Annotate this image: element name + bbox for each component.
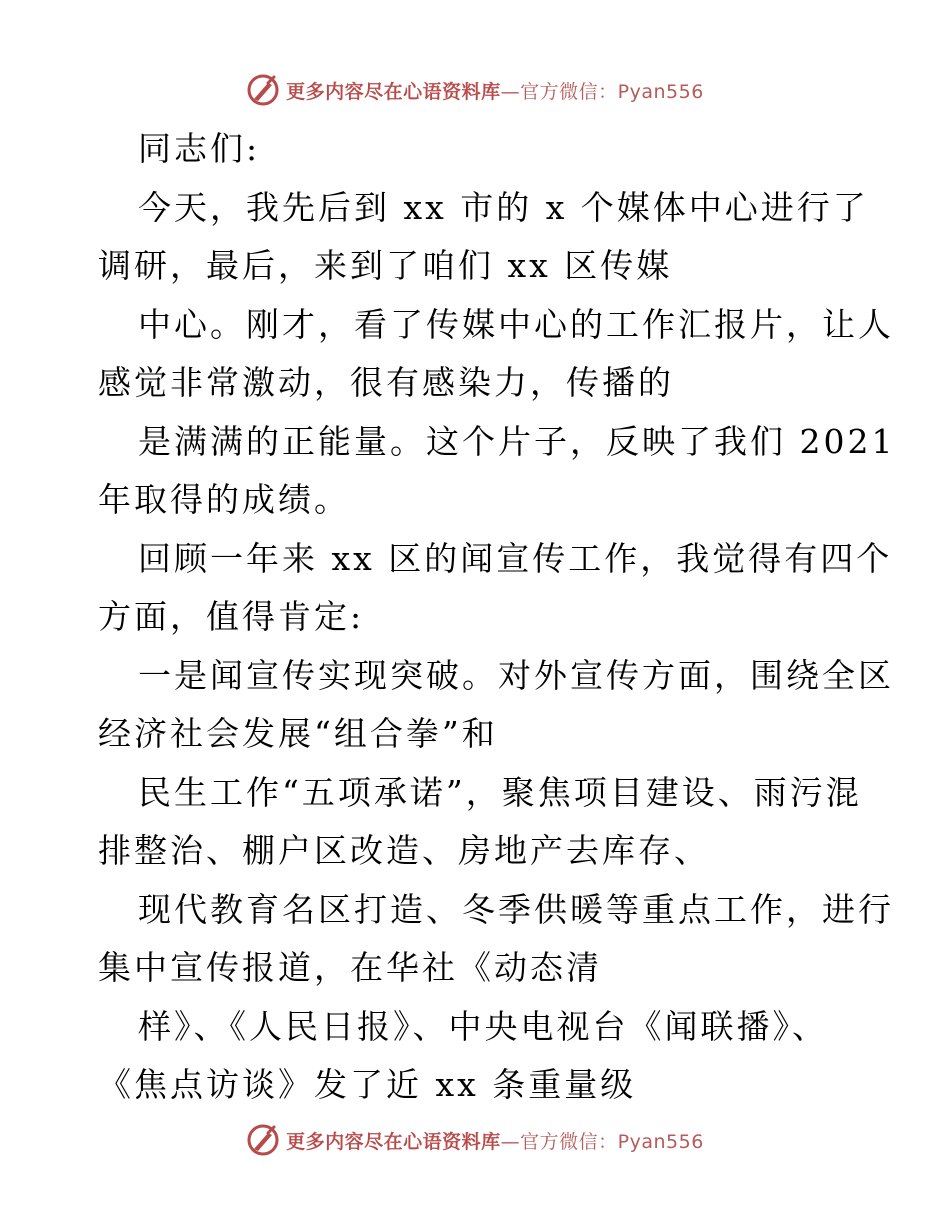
- paragraph-line: 《焦点访谈》发了近 xx 条重量级: [98, 1065, 637, 1104]
- paragraph-line: 样》、《人民日报》、中央电视台《闻联播》、: [138, 1006, 828, 1046]
- paragraph-line: 经济社会发展“组合拳”和: [98, 714, 498, 753]
- document-body: [98, 120, 896, 1115]
- watermark-text: [286, 1127, 704, 1154]
- header-watermark: [0, 70, 950, 110]
- watermark-sub: —官方微信：Pyan556: [500, 1130, 704, 1153]
- paragraph-line: 集中宣传报道，在华社《动态清: [98, 948, 602, 987]
- paragraph-line: 中心。刚才，看了传媒中心的工作汇报片，让人: [138, 304, 894, 344]
- paragraph-line: 现代教育名区打造、冬季供暖等重点工作，进行: [138, 889, 894, 929]
- watermark-sub: —官方微信：Pyan556: [500, 80, 704, 103]
- paragraph-line: 一是闻宣传实现突破。对外宣传方面，围绕全区: [138, 655, 894, 695]
- paragraph-line: 回顾一年来 xx 区的闻宣传工作，我觉得有四个: [138, 538, 893, 578]
- paragraph-line: 方面，值得肯定:: [98, 597, 365, 636]
- watermark-text: [286, 77, 704, 104]
- footer-watermark: [0, 1120, 950, 1160]
- watermark-main: 更多内容尽在心语资料库: [286, 80, 501, 103]
- paragraph-line: 同志们:: [138, 129, 261, 168]
- paragraph-line: 排整治、棚户区改造、房地产去库存、: [98, 831, 710, 870]
- paragraph-line: 调研，最后，来到了咱们 xx 区传媒: [98, 246, 673, 285]
- watermark-main: 更多内容尽在心语资料库: [286, 1130, 501, 1153]
- paragraph-line: 感觉非常激动，很有感染力，传播的: [98, 363, 674, 402]
- paragraph-line: 年取得的成绩。: [98, 480, 350, 519]
- quill-seal-icon: [246, 1123, 280, 1157]
- paragraph-line: 是满满的正能量。这个片子，反映了我们 2021: [138, 421, 896, 461]
- paragraph-line: 民生工作“五项承诺”，聚焦项目建设、雨污混: [138, 772, 862, 812]
- paragraph-line: 今天，我先后到 xx 市的 x 个媒体中心进行了: [138, 187, 869, 227]
- quill-seal-icon: [246, 73, 280, 107]
